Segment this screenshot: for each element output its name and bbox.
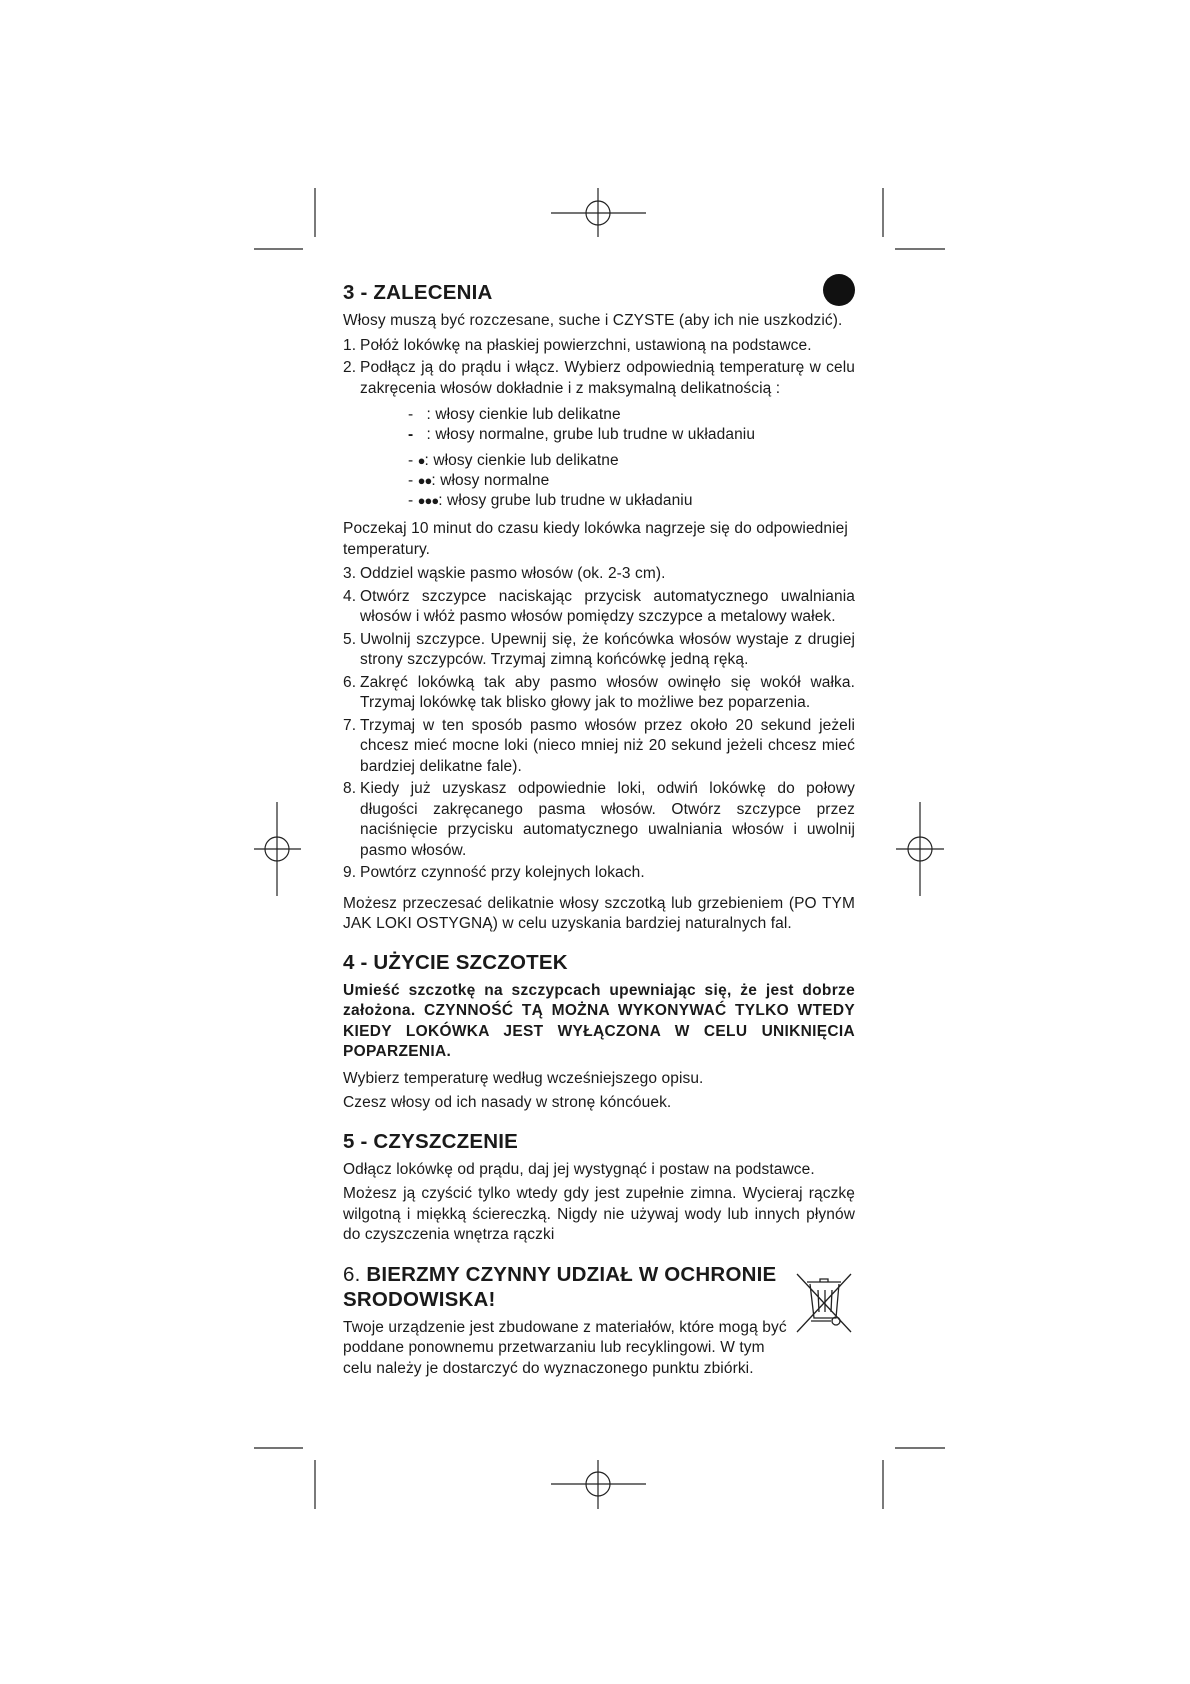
section-number: 6. bbox=[343, 1262, 361, 1286]
step-number: 2. bbox=[343, 359, 357, 376]
step-number: 3. bbox=[343, 565, 357, 582]
section-brushes bbox=[343, 951, 855, 1114]
option-row bbox=[408, 405, 855, 425]
step-text: Zakręć lokówką tak aby pasmo włosów owinęło się wokół wałka. Trzymaj lokówkę tak blisko głowy jak to możliwe bez poparzenia. bbox=[360, 673, 855, 711]
intro-text: Włosy muszą być rozczesane, suche i CZYSTE (aby ich nie uszkodzić). bbox=[343, 312, 843, 329]
section-title: 3 - ZALECENIA bbox=[343, 281, 493, 304]
option-prefix: - bbox=[408, 452, 418, 469]
option-row bbox=[408, 491, 855, 511]
step-text: Oddziel wąskie pasmo włosów (ok. 2-3 cm). bbox=[360, 565, 666, 582]
dot-icon: ●●● bbox=[417, 493, 439, 508]
option-text: : włosy cienkie lub delikatne bbox=[426, 406, 621, 423]
section-title bbox=[343, 1262, 793, 1312]
list-item bbox=[343, 673, 855, 714]
body-text: Wybierz temperaturę według wcześniejszego opisu. bbox=[343, 1069, 704, 1087]
outro-text: Możesz przeczesać delikatnie włosy szczotką lub grzebieniem (PO TYM JAK LOKI OSTYGNĄ) w celu uzyskania bardziej naturalnych fal. bbox=[343, 894, 855, 932]
body-text: Twoje urządzenie jest zbudowane z materiałów, które mogą być poddane ponownemu przetwarzaniu lub recyklingowi. W tym celu należy je dostarczyć do wyznaczonego punktu zbiórki. bbox=[343, 1318, 787, 1377]
option-prefix: - bbox=[408, 472, 418, 489]
option-text: : włosy normalne, grube lub trudne w układaniu bbox=[426, 426, 756, 443]
step-number: 4. bbox=[343, 587, 357, 605]
step-number: 6. bbox=[343, 673, 357, 691]
section-cleaning bbox=[343, 1130, 855, 1246]
section-title: 5 - CZYSZCZENIE bbox=[343, 1129, 518, 1153]
step-number: 7. bbox=[343, 716, 357, 734]
list-item bbox=[343, 716, 855, 778]
instruction-page bbox=[343, 281, 855, 1383]
step-text: Połóż lokówkę na płaskiej powierzchni, ustawioną na podstawce. bbox=[360, 336, 812, 354]
section-title-text: BIERZMY CZYNNY UDZIAŁ W OCHRONIE SRODOWISKA! bbox=[343, 1262, 777, 1311]
step-number: 9. bbox=[343, 864, 357, 881]
step-text: Trzymaj w ten sposób pasmo włosów przez około 20 sekund jeżeli chcesz mieć mocne loki (nieco mniej niż 20 sekund jeżeli chcesz mieć bardziej delikatne fale). bbox=[360, 716, 855, 775]
section-recommendations bbox=[343, 281, 855, 935]
list-item bbox=[343, 587, 855, 628]
option-prefix: - bbox=[408, 406, 414, 423]
list-item bbox=[343, 630, 855, 671]
option-prefix: - bbox=[408, 426, 414, 443]
steps-list bbox=[343, 564, 855, 884]
step-number: 1. bbox=[343, 336, 357, 354]
dot-icon: ●● bbox=[417, 473, 432, 488]
option-text: : włosy cienkie lub delikatne bbox=[424, 452, 619, 469]
body-text: Odłącz lokówkę od prądu, daj jej wystygnąć i postaw na podstawce. bbox=[343, 1160, 815, 1178]
steps-list bbox=[343, 336, 855, 400]
list-item bbox=[343, 336, 855, 357]
option-text: : włosy normalne bbox=[431, 472, 550, 489]
option-row bbox=[408, 425, 855, 445]
warning-text: Umieść szczotkę na szczypcach upewniając się, że jest dobrze założona. CZYNNOŚĆ TĄ MOŻNA WYKONYWAĆ TYLKO WTEDY KIEDY LOKÓWKA JEST WYŁĄCZONA W CELU UNIKNIĘCIA POPARZENIA. bbox=[343, 981, 855, 1060]
step-text: Uwolnij szczypce. Upewnij się, że końcówka włosów wystaje z drugiej strony szczypców. Trzymaj zimną końcówkę jedną ręką. bbox=[360, 630, 855, 668]
section-environment bbox=[343, 1262, 855, 1380]
step-number: 8. bbox=[343, 780, 357, 797]
list-item bbox=[343, 358, 855, 399]
step-text: Powtórz czynność przy kolejnych lokach. bbox=[360, 864, 645, 881]
section-title: 4 - UŻYCIE SZCZOTEK bbox=[343, 950, 568, 974]
body-text: Możesz ją czyścić tylko wtedy gdy jest zupełnie zimna. Wycieraj rączkę wilgotną i miękką ściereczką. Nigdy nie używaj wody lub innych płynów do czyszczenia wnętrza rączki bbox=[343, 1185, 855, 1243]
list-item bbox=[343, 779, 855, 861]
wait-text: Poczekaj 10 minut do czasu kiedy lokówka nagrzeje się do odpowiedniej temperatury. bbox=[343, 520, 848, 558]
list-item bbox=[343, 863, 855, 884]
step-text: Podłącz ją do prądu i włącz. Wybierz odpowiednią temperaturę w celu zakręcenia włosów dokładnie i z maksymalną delikatnością : bbox=[360, 359, 855, 397]
step-text: Kiedy już uzyskasz odpowiednie loki, odwiń lokówkę do połowy długości zakręcanego pasma włosów. Otwórz szczypce przez naciśnięcie przycisku automatycznego uwalniania włosów i uwolnij pasmo włosów. bbox=[360, 780, 855, 859]
option-row bbox=[408, 471, 855, 491]
temperature-options bbox=[408, 405, 855, 511]
body-text: Czesz włosy od ich nasady w stronę kóncóuek. bbox=[343, 1094, 672, 1111]
dot-icon: ● bbox=[417, 453, 425, 468]
step-number: 5. bbox=[343, 630, 357, 648]
option-prefix: - bbox=[408, 492, 418, 509]
option-row bbox=[408, 451, 855, 471]
option-text: : włosy grube lub trudne w układaniu bbox=[438, 492, 693, 509]
crossed-out-wheelie-bin-icon bbox=[793, 1272, 853, 1336]
step-text: Otwórz szczypce naciskając przycisk automatycznego uwalniania włosów i włóż pasmo włosów pomiędzy szczypce a metalowy wałek. bbox=[360, 587, 855, 625]
list-item bbox=[343, 564, 855, 585]
